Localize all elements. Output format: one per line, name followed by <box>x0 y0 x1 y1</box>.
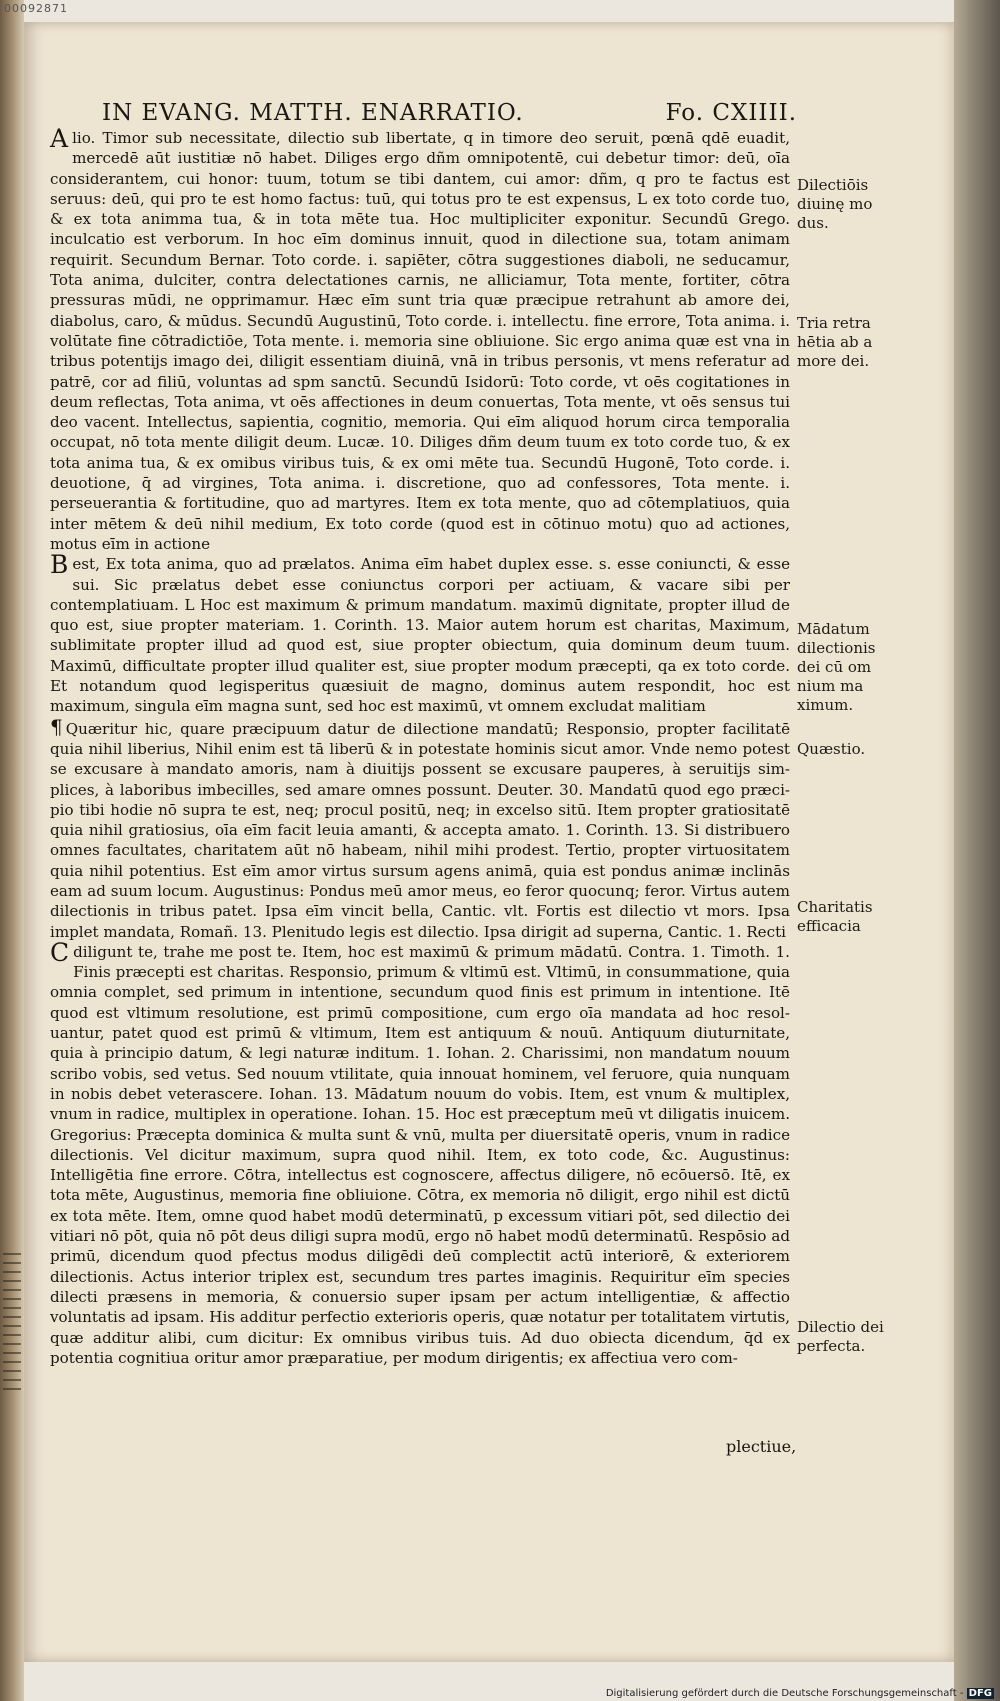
paragraph-quaestio: ¶ Quæritur hic, quare præcipuum datur de dilectione mandatū; Responsio, propter facilitatē quia nihil liberius, Nihil enim est tā liberū & in potestate hominis sicut amor. Vnde nemo potest se excusare à mandato amoris, nam à diuitijs possent se excusare pauperes, à seruitijs simplices, à laboribus imbecilles, sed amare omnes possunt. Deuter. 30. Mandatū quod ego præcipio tibi hodie nō supra te est, neq; procul positū, neq; in excelso sitū. Item propter gratiositatē quia nihil gratiosius, oīa eīm facit leuia amanti, & accepta amato. 1. Corinth. 13. Si distribuero omnes facultates, charitatem aūt nō habeam, nihil mihi prodest. Tertio, propter virtuositatem quia nihil potentius. Est eīm amor virtus sursum agens animā, quia est pondus animæ inclinās eam ad suum locum. Augustinus: Pondus meū amor meus, eo feror quocunq; feror. Virtus autem dilectionis in tribus patet. Ipsa eīm vincit bella, Cantic. vlt. Fortis est dilectio vt mors. Ipsa implet mandata, Romañ. 13. Plenitudo legis est dilectio. Ipsa dirigit ad superna, Cantic. 1. Recti <box>50 714 790 941</box>
catchword: plectiue, <box>726 1437 797 1456</box>
marginal-note-5: Charitatis efficacia <box>797 898 873 935</box>
dfg-logo: DFG <box>968 1688 992 1699</box>
section-marker-c: C <box>50 937 70 967</box>
footer-text: Digitalisierung gefördert durch die Deutsche Forschungsgemeinschaft - <box>605 1688 964 1699</box>
section-marker-b: B <box>50 550 69 580</box>
marginal-note-4: Quæstio. <box>797 740 866 758</box>
marginal-note-2: Tria retra hētia ab a more dei. <box>797 314 873 370</box>
paragraph-b: Best, Ex tota anima, quo ad prælatos. Anima eīm habet duplex esse. s. esse coniuncti, & esse sui. Sic prælatus debet esse coniunctus corpori per actiuam, & vacare sibi per contemplatiuam. L Hoc est maximum & primum mandatum. maximū dignitate, propter illud de quo est, siue propter materiam. 1. Corinth. 13. Maior autem horum est charitas, Maximum, sublimitate propter illud ad quod est, siue propter obiectum, quia dominum deum tuum. Maximū, difficultate propter illud qualiter est, siue propter modum præcepti, qa ex toto corde. Et notandum quod legisperitus quæsiuit de magno, dominus autem respondit, hoc est maximum, singula eīm magna sunt, sed hoc est maximū, vt omnem excludat malitiam <box>50 550 790 716</box>
marginal-note-6: Dilectio dei perfecta. <box>797 1318 884 1355</box>
paragraph-a: Alio. Timor sub necessitate, dilectio sub libertate, q in timore deo seruit, pœnā qdē euadit, mercedē aūt iustitiæ nō habet. Diliges ergo dñm omnipotentē, cui debetur timor: deū, oīa considerantem, cui honor: tuum, totum se tibi dantem, cui amor: dñm, q pro te factus est seruus: deū, qui pro te est homo factus: tuū, qui totus pro te est expensus, L ex toto corde tuo, & ex tota animma tua, & in tota mēte tua. Hoc multipliciter exponitur. Secundū Grego. inculcatio est verborum. In hoc eīm dominus innuit, quod in dilectione sua, totam animam requirit. Secundum Bernar. Toto corde. i. sapiēter, cōtra suggestiones diaboli, ne seducamur, Tota anima, dulciter, contra delectationes carnis, ne alliciamur, Tota mente, fortiter, cōtra pressuras mūdi, ne opprimamur. Hæc eīm sunt tria quæ præcipue retrahunt ab amore dei, diabolus, caro, & mūdus. Secundū Augustinū, Toto corde. i. intellectu. fine errore, Tota anima. i. volūtate fine cōtradictiōe, Tota mente. i. memoria sine obliuione. Sic ergo anima quæ est vna in tribus potentijs imago dei, diligit essentiam diuinā, vnā in tribus personis, vt mens referatur ad patrē, cor ad filiū, voluntas ad spm sanctū. Secundū Isidorū: Toto corde, vt oēs cogitationes in deum reflectas, Tota anima, vt oēs affectiones in deum conuertas, Tota mente, vt oēs sensus tui deo vacent. Intellectus, sapientia, cognitio, memoria. Qui eīm aliquod horum circa temporalia occupat, nō tota mente diligit deum. Lucæ. 10. Diliges dñm deum tuum ex toto corde tuo, & ex tota anima tua, & ex omibus viribus tuis, & ex omi mēte tua. Secundū Hugonē, Toto corde. i. deuotione, q̄ ad virgines, Tota anima. i. discretione, quo ad confessores, Tota mente. i. perseuerantia & fortitudine, quo ad martyres. Item ex tota mente, quo ad cōtemplatiuos, quia inter mētem & deū nihil medium, Ex toto corde (quod est in cōtinuo motu) quo ad actiones, motus eīm in actione <box>50 124 790 553</box>
paragraph-c: Cdiligunt te, trahe me post te. Item, hoc est maximū & primum mādatū. Contra. 1. Timoth. 1. Finis præcepti est charitas. Responsio, primum & vltimū est. Vltimū, in consummatione, quia omnia complet, sed primum in intentione, secundum quod finis est primum in intentione. Itē quod est vltimum resolutione, est primū compositione, cum ergo oīa mandata ad hoc resoluantur, patet quod est primū & vltimum, Item est antiquum & nouū. Antiquum diuturnitate, quia à principio datum, & legi naturæ inditum. 1. Iohan. 2. Charissimi, non mandatum nouum scribo vobis, sed vetus. Sed nouum vtilitate, quia innouat hominem, vel feruore, quia nunquam in nobis debet veterascere. Iohan. 13. Mādatum nouum do vobis. Item, est vnum & multiplex, vnum in radice, multiplex in operatione. Iohan. 15. Hoc est præceptum meū vt diligatis inuicem. Gregorius: Præcepta dominica & multa sunt & vnū, multa per diuersitatē operis, vnum in radice dilectionis. Vel dicitur maximum, supra quod nihil. Item, ex toto code, &c. Augustinus: Intelligētia fine errore. Cōtra, intellectus est cognoscere, affectus diligere, nō ecōuersō. Itē, ex tota mēte, Augustinus, memoria fine obliuione. Cōtra, ex memoria nō diligit, ergo nihil est dictū ex tota mēte. Item, omne quod habet modū determinatū, p excessum vitiari pōt, sed dilectio dei vitiari nō pōt, quia nō pōt deus diligi supra modū, ergo nō habet modū determinatū. Respōsio ad primū, dicendum quod pfectus modus diligēdi deū complectit actū interiorē, & exteriorem dilectionis. Actus interior triplex est, secundum tres partes imaginis. Requiritur eīm species dilecti præsens in memoria, & conuersio super ipsam per actum intelligentiæ, & affectio voluntatis ad ipsam. His additur perfectio exterioris operis, quæ notatur per totalitatem virtutis, quæ additur alibi, cum dicitur: Ex omnibus viribus tuis. Ad duo obiecta dicendum, q̄d ex potentia cognitiua oritur amor præparatiue, per modum dirigentis; ex affectiua vero com- <box>50 937 790 1367</box>
marginal-note-1: Dilectiōis diuinę mo dus. <box>797 176 873 232</box>
section-marker-a: A <box>50 124 69 153</box>
book-gutter <box>0 0 24 1701</box>
gutter-bleed-text <box>3 1250 21 1390</box>
main-text-block <box>50 124 790 1368</box>
folio-number: Fo. CXIIII. <box>665 100 797 126</box>
footer-credit <box>606 1688 994 1699</box>
book-fore-edge <box>954 0 1000 1701</box>
paragraph-mark-icon: ¶ <box>50 714 63 739</box>
running-head <box>102 100 797 126</box>
marginal-note-3: Mādatum dilectionis dei cū om nium ma ximum. <box>797 620 876 714</box>
archive-id: 00092871 <box>4 2 68 15</box>
running-head-title: IN EVANG. MATTH. ENARRATIO. <box>102 100 524 126</box>
show-through-text <box>842 100 850 126</box>
